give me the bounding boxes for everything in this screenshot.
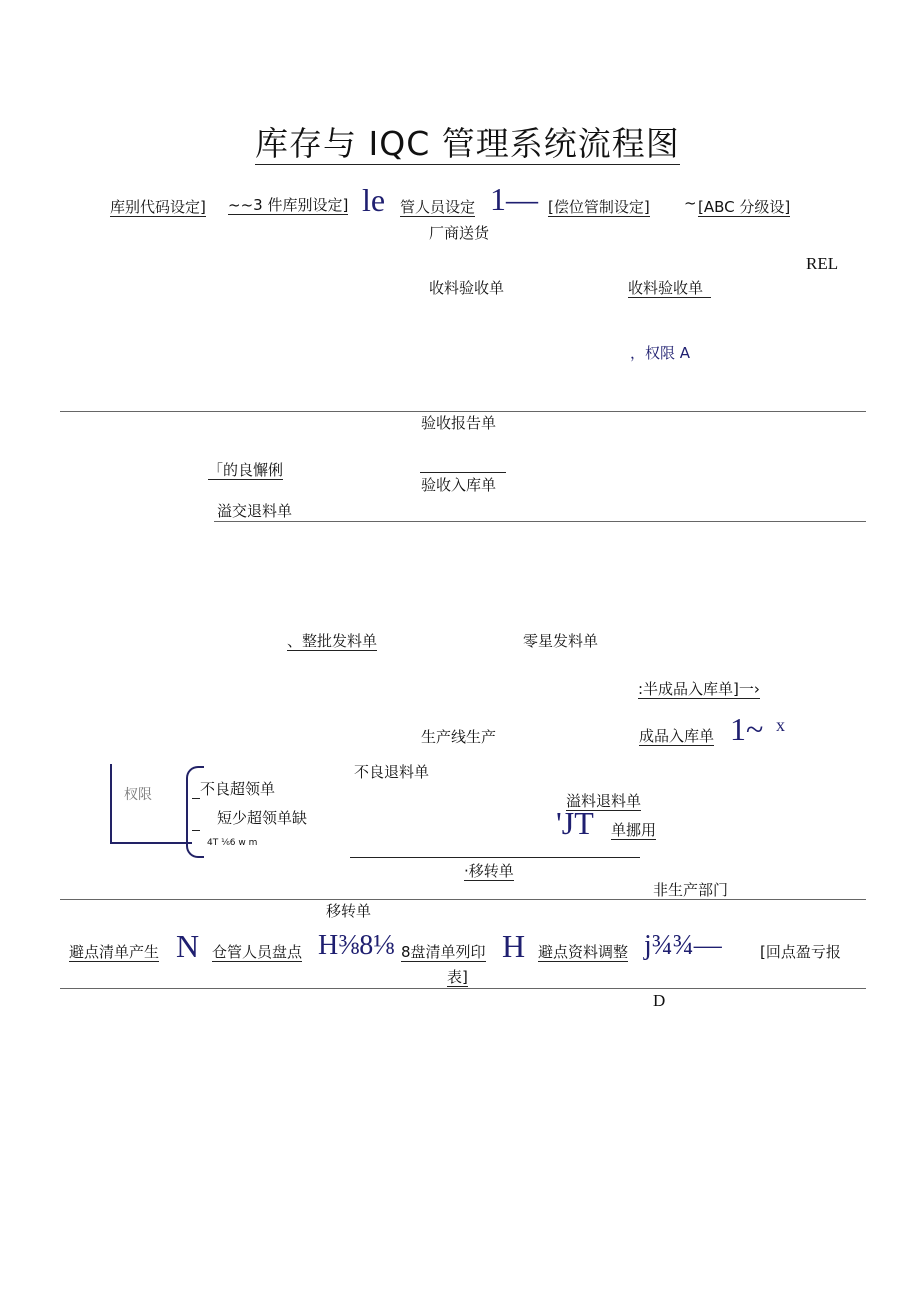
finished-sup-x: x [776, 715, 785, 735]
count-list-generate: 避点清单产生 [69, 943, 160, 961]
permission-a: ，权限 A [630, 344, 691, 362]
inventory-mark-j: j¾¾— [644, 930, 722, 961]
transfer-overline [350, 857, 640, 858]
vendor-delivery: 厂商送货 [429, 224, 490, 242]
bad-return-slip: 不良退料单 [354, 763, 430, 781]
finished-stock-in: 成品入库单 [639, 727, 715, 745]
transfer-slip-2: 移转单 [326, 902, 372, 920]
setup-mark-1: 1— [490, 181, 538, 217]
borrow-slip: 单挪用 [611, 821, 657, 839]
permission-box-label: 杈限 [124, 787, 152, 803]
gain-loss-report: [回点盈亏报 [760, 943, 841, 961]
non-production-dept: 非生产部门 [653, 881, 729, 899]
brace-tick-1 [192, 798, 200, 799]
inspect-stock-in-slip: 验收入库单 [421, 476, 497, 494]
inventory-mark-n: N [176, 928, 200, 964]
inventory-mark-h2: H [502, 928, 526, 964]
transfer-slip-1: ·移转单 [464, 862, 514, 880]
staff-counting: 仓管人员盘点 [212, 943, 303, 961]
semi-finished-stock-in: :半成品入库单]一› [638, 680, 760, 698]
overflow-return-slip-2: 溢料退料单 [566, 792, 642, 810]
item-warehouse-setup: ~~3 件库别设定] [228, 196, 349, 214]
receiving-slip-1: 收料验收单 [429, 279, 505, 297]
divider-3 [60, 899, 866, 900]
divider-1 [60, 411, 866, 412]
short-over-issue-slip: 短少超领单缺 [217, 809, 308, 827]
stock-in-overline [420, 472, 506, 473]
production-line: 生产线生产 [421, 728, 497, 746]
batch-issue-slip: 、整批发料单 [287, 632, 378, 650]
divider-4 [60, 988, 866, 989]
page-title: 库存与 IQC 管理系统流程图 [255, 124, 680, 163]
bin-control-setup: [偿位管制设定] [548, 198, 650, 216]
bad-over-issue-slip: 不良超领单 [200, 780, 276, 798]
defect-note: 「的良懈俐 [208, 461, 284, 479]
brace-tick-2 [192, 830, 200, 831]
inspection-report: 验收报告单 [421, 414, 497, 432]
small-code: 4T ⅙6 w m [207, 838, 258, 848]
gain-loss-report-end: 表] [447, 968, 468, 986]
inventory-mark-h1: H⅜8⅛ [318, 930, 395, 961]
overflow-return-slip: 溢交退料单 [217, 502, 293, 520]
rel-label: REL [806, 254, 839, 273]
warehouse-code-setup: 库别代码设定] [110, 198, 206, 216]
setup-tilde: ~ [684, 194, 697, 212]
receiving-slip-2: 收料验收单 [628, 279, 711, 298]
count-data-adjust: 避点资料调整 [538, 943, 629, 961]
d-mark: D [653, 991, 666, 1010]
divider-2 [214, 521, 866, 522]
permission-box [110, 764, 192, 844]
retail-issue-slip: 零星发料单 [523, 632, 599, 650]
staff-setup: 管人员设定 [400, 198, 476, 216]
jt-mark: 'JT [556, 805, 594, 841]
finished-mark: 1~ [730, 711, 764, 747]
setup-mark-le: le [362, 182, 386, 218]
abc-class-setup: [ABC 分级设] [698, 198, 791, 216]
count-list-print: 8盘清单列印 [401, 943, 486, 961]
